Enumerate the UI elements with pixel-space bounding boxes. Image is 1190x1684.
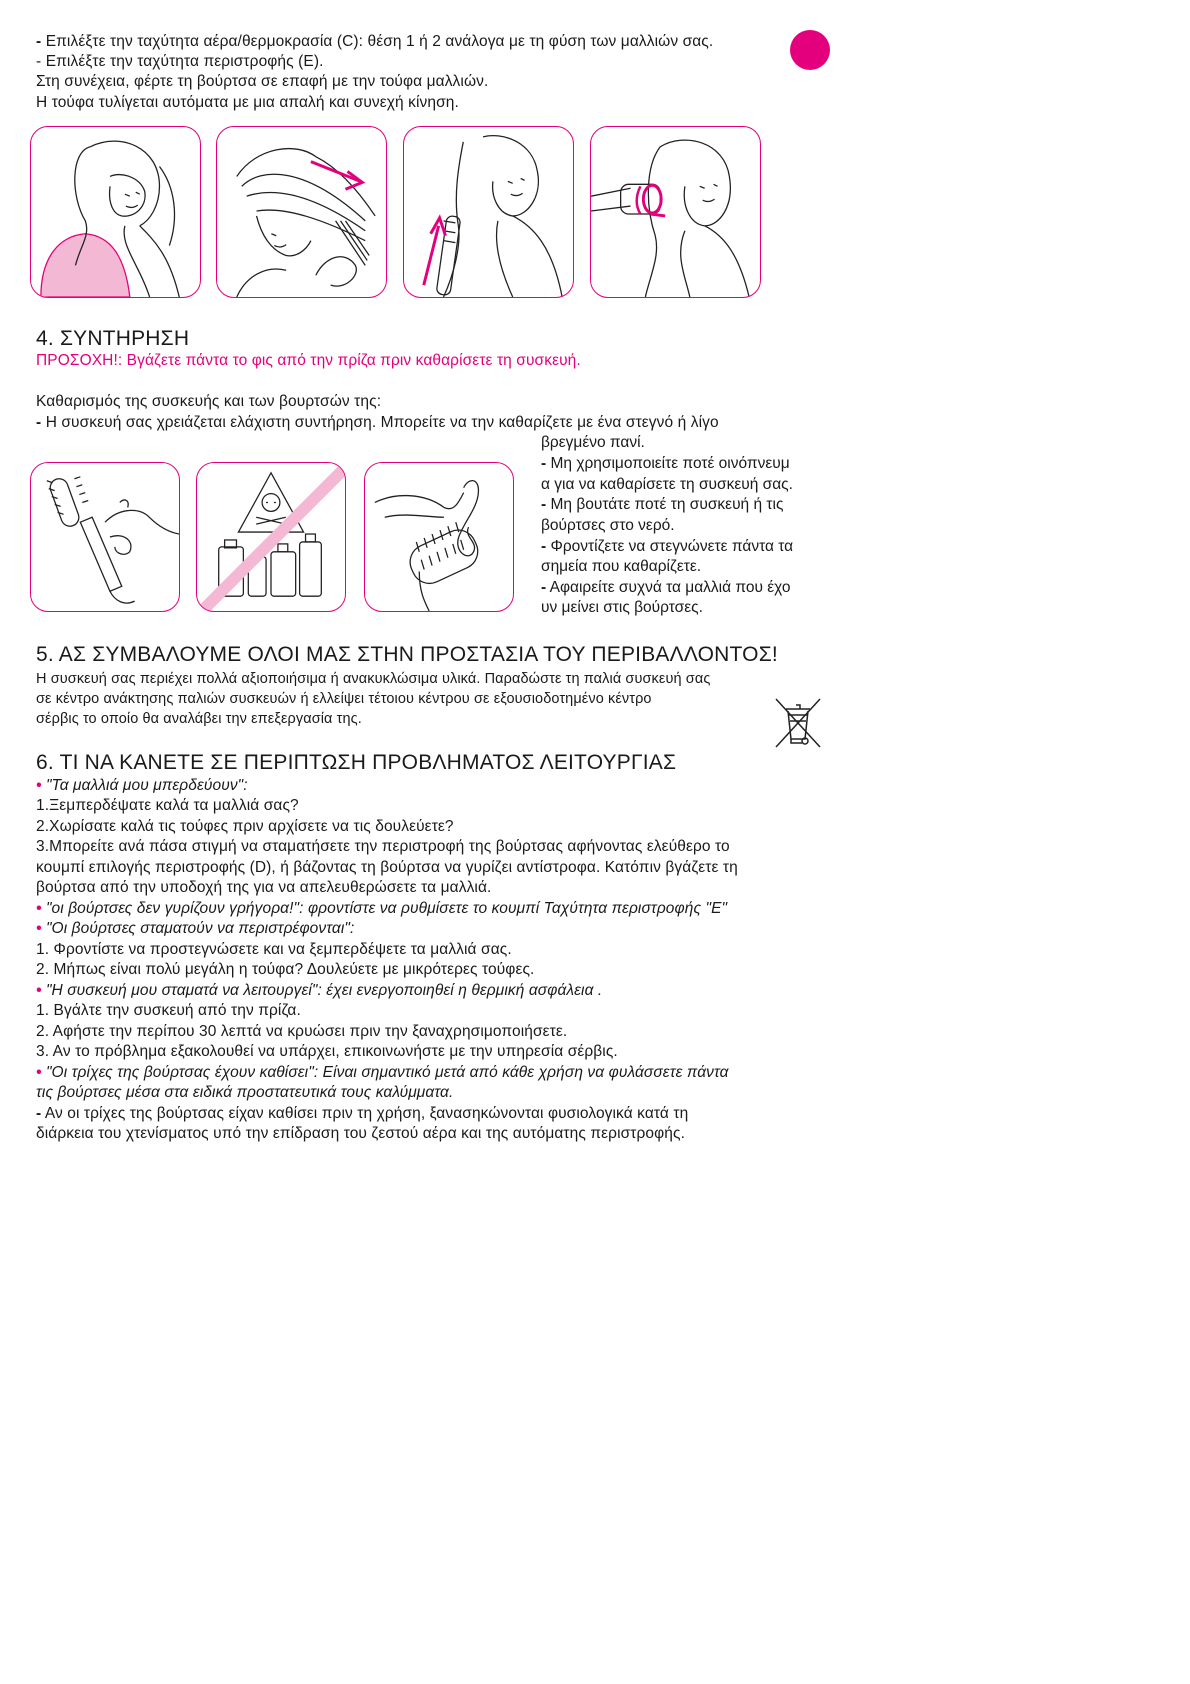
- cleaning-text-2: - Μη χρησιμοποιείτε ποτέ οινόπνευμ: [541, 455, 790, 472]
- problem-item: 1. Φροντίστε να προστεγνώσετε και να ξεμπερδέψετε τα μαλλιά σας.: [36, 941, 512, 958]
- cloth-wipe-illustration: [30, 462, 180, 612]
- cleaning-text-3: α για να καθαρίσετε τη συσκευή σας.: [541, 476, 793, 493]
- cleaning-text-7: σημεία που καθαρίζετε.: [541, 558, 702, 575]
- problem-item: 3. Αν το πρόβλημα εξακολουθεί να υπάρχει, επικοινωνήστε με την υπηρεσία σέρβις.: [36, 1043, 618, 1060]
- section-6-title: 6. ΤΙ ΝΑ ΚΑΝΕΤΕ ΣΕ ΠΕΡΙΠΤΩΣΗ ΠΡΟΒΛΗΜΑΤΟΣ ΛΕΙΤΟΥΡΓΙΑΣ: [36, 751, 677, 774]
- cleaning-text-1: βρεγμένο πανί.: [541, 434, 645, 451]
- cleaning-text-6: - Φροντίζετε να στεγνώνετε πάντα τα: [541, 538, 794, 555]
- intro-line-2: - Επιλέξτε την ταχύτητα περιστροφής (E).: [36, 53, 324, 70]
- problem-item: βούρτσα από την υποδοχή της για να απελευθερώσετε τα μαλλιά.: [36, 879, 492, 896]
- intro-line-1: - Επιλέξτε την ταχύτητα αέρα/θερμοκρασία (C): θέση 1 ή 2 ανάλογα με τη φύση των μαλλιών σας.: [36, 33, 714, 50]
- problem-item: • "οι βούρτσες δεν γυρίζουν γρήγορα!": φροντίστε να ρυθμίσετε το κουμπί Ταχύτητα περιστροφής "E": [36, 900, 728, 917]
- section-5-line-2: σε κέντρο ανάκτησης παλιών συσκευών ή ελλείψει τέτοιου κέντρου σε εξουσιοδοτημένο κέντρο: [36, 691, 652, 707]
- section-4-warning: ΠΡΟΣΟΧΗ!: Βγάζετε πάντα το φις από την πρίζα πριν καθαρίσετε τη συσκευή.: [36, 352, 581, 369]
- brush-upward-illustration: [403, 126, 574, 298]
- section-5-line-3: σέρβις το οποίο θα αναλάβει την επεξεργασία της.: [36, 711, 362, 727]
- section-4-first-line: - Η συσκευή σας χρειάζεται ελάχιστη συντήρηση. Μπορείτε να την καθαρίζετε με ένα στεγνό ή λίγο: [36, 414, 719, 431]
- section-5-title: 5. ΑΣ ΣΥΜΒΑΛΟΥΜΕ ΟΛΟΙ ΜΑΣ ΣΤΗΝ ΠΡΟΣΤΑΣΙΑ ΤΟΥ ΠΕΡΙΒΑΛΛΟΝΤΟΣ!: [36, 643, 778, 666]
- section-4-subtitle: Καθαρισμός της συσκευής και των βουρτσών της:: [36, 393, 382, 410]
- problem-item: • "Τα μαλλιά μου μπερδεύουν":: [36, 777, 248, 794]
- cleaning-text-8: - Αφαιρείτε συχνά τα μαλλιά που έχο: [541, 579, 791, 596]
- problem-item: τις βούρτσες μέσα στα ειδικά προστατευτικά τους καλύμματα.: [36, 1084, 454, 1101]
- cleaning-text-9: υν μείνει στις βούρτσες.: [541, 599, 703, 616]
- problem-item: • "Οι τρίχες της βούρτσας έχουν καθίσει": Είναι σημαντικό μετά από κάθε χρήση να φυλάσσετε πάντα: [36, 1064, 729, 1081]
- problem-item: διάρκεια του χτενίσματος υπό την επίδραση του ζεστού αέρα και της αυτόματης περιστροφής.: [36, 1125, 685, 1142]
- problem-item: 2.Χωρίσατε καλά τις τούφες πριν αρχίσετε να τις δουλεύετε?: [36, 818, 454, 835]
- problem-item: 2. Μήπως είναι πολύ μεγάλη η τούφα? Δουλεύετε με μικρότερες τούφες.: [36, 961, 535, 978]
- section-5-line-1: Η συσκευή σας περιέχει πολλά αξιοποιήσιμα ή ανακυκλώσιμα υλικά. Παραδώστε τη παλιά συσκευή σας: [36, 671, 711, 687]
- problem-item: - Αν οι τρίχες της βούρτσας είχαν καθίσει πριν τη χρήση, ξανασηκώνονται φυσιολογικά κατά τη: [36, 1105, 689, 1122]
- problem-item: • "Οι βούρτσες σταματούν να περιστρέφονται":: [36, 920, 355, 937]
- crossed-bin-icon: [770, 695, 826, 751]
- problem-item: 1. Βγάλτε την συσκευή από την πρίζα.: [36, 1002, 301, 1019]
- problem-item: 1.Ξεμπερδέψατε καλά τα μαλλιά σας?: [36, 797, 299, 814]
- remove-hair-illustration: [364, 462, 514, 612]
- cleaning-text-4: - Μη βουτάτε ποτέ τη συσκευή ή τις: [541, 496, 784, 513]
- intro-line-3: Στη συνέχεια, φέρτε τη βούρτσα σε επαφή με την τούφα μαλλιών.: [36, 73, 489, 90]
- problem-item: • "Η συσκευή μου σταματά να λειτουργεί": έχει ενεργοποιηθεί η θερμική ασφάλεια .: [36, 982, 603, 999]
- no-chemicals-illustration: [196, 462, 346, 612]
- problem-item: κουμπί επιλογής περιστροφής (D), ή βάζοντας τη βούρτσα να γυρίζει αντίστροφα. Κατόπιν βγάζετε τη: [36, 859, 738, 876]
- woman-towel-illustration: [30, 126, 201, 298]
- problem-item: 2. Αφήστε την περίπου 30 λεπτά να κρυώσει πριν την ξαναχρησιμοποιήσετε.: [36, 1023, 568, 1040]
- intro-line-4: Η τούφα τυλίγεται αυτόματα με μια απαλή και συνεχή κίνηση.: [36, 94, 459, 111]
- problem-item: 3.Μπορείτε ανά πάσα στιγμή να σταματήσετε την περιστροφή της βούρτσας αφήνοντας ελεύθερο το: [36, 838, 730, 855]
- cleaning-text-5: βούρτσες στο νερό.: [541, 517, 675, 534]
- combing-hair-illustration: [216, 126, 387, 298]
- section-4-title: 4. ΣΥΝΤΗΡΗΣΗ: [36, 327, 190, 350]
- brush-curl-illustration: [590, 126, 761, 298]
- pink-page-marker: [790, 30, 830, 70]
